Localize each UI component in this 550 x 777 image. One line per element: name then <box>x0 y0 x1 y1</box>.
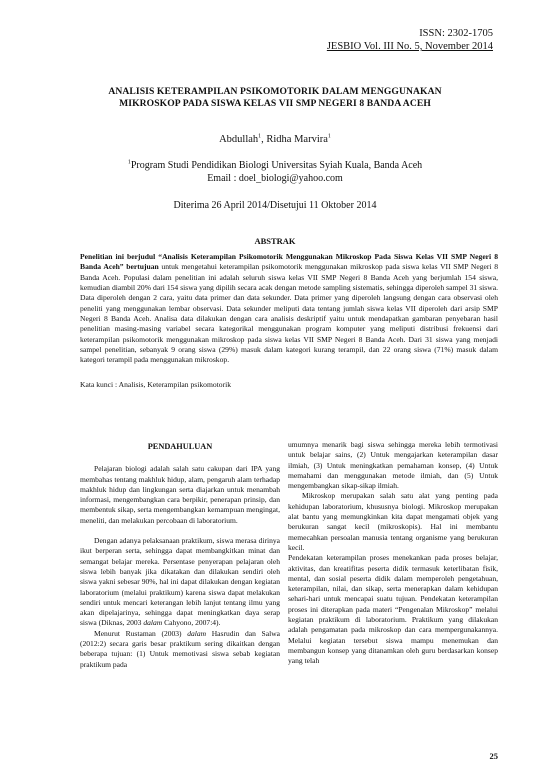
paragraph-text: Menurut Rustaman (2003) <box>94 628 188 638</box>
author-1: Abdullah <box>219 134 259 145</box>
paragraph <box>80 536 280 629</box>
paragraph: Pendekatan keterampilan proses menekankan pada proses belajar, aktivitas, dan kreatifitas peserta didik termasuk keterlibatan fisik, mental, dan sosial peserta didik dalam memperoleh pengetahuan, keterampilan, nilai, dan sikap, serta menerapkan dalam kehidupan sehari-hari untuk mencapai suatu tujuan. Pendekatan keterampilan proses ini diterapkan pada materi “Pengenalan Mikroskop” melalui kegiatan praktikum di laboratorium. Praktikum yang dilakukan adalah pengamatan pada mikroskop dan cara mempergunakannya. Melalui kegiatan tersebut siswa mampu menemukan dan membangun konsep yang ditanamkan oleh guru berdasarkan konsep yang telah <box>288 553 498 666</box>
journal-header <box>327 27 493 53</box>
italic-word: dalam <box>187 628 207 638</box>
paragraph-text: Dengan adanya pelaksanaan praktikum, siswa merasa dirinya ikut berperan serta, sehingga dapat membangkitkan minat dan semangat belajar mereka. Persentase penyerapan pelajaran oleh siswa lebih banyak jika dikatakan dan dilakukan sendiri oleh siswa yakni sebesar 90%, hal ini dapat dilakukan dengan kegiatan laboratorium (melalui praktikum) karena siswa dapat melakukan sendiri untuk mencari keterangan lebih lanjut tentang ilmu yang akan dipelajarinya, sehingga dapat meningkatkan daya serap siswa (Diknas, 2003 <box>80 536 280 628</box>
author-1-affil-mark: 1 <box>258 133 262 140</box>
institution: Program Studi Pendidikan Biologi Universitas Syiah Kuala, Banda Aceh <box>130 160 423 171</box>
paragraph-text: Hasrudin dan Salwa (2012:2) secara garis besar praktikum sering dikaitkan dengan beberapa tujuan: (1) Untuk memotivasi siswa sebab kegiatan praktikum pada <box>80 628 280 669</box>
section-heading: PENDAHULUAN <box>147 442 213 451</box>
author-2: Ridha Marvira <box>266 134 328 145</box>
journal-issue: JESBIO Vol. III No. 5, November 2014 <box>326 41 493 52</box>
abstract-bold-lead: Penelitian ini berjudul “Analisis Keterampilan Psikomotorik Menggunakan Mikroskop Pada Siswa Kelas VII SMP Negeri 8 Banda Aceh” bertujuan <box>80 252 498 272</box>
keywords: Kata kunci : Analisis, Keterampilan psikomotorik <box>80 380 232 389</box>
author-separator: , <box>261 134 267 145</box>
paper-title-line-2: MIKROSKOP PADA SISWA KELAS VII SMP NEGERI 8 BANDA ACEH <box>119 98 431 109</box>
author-2-affil-mark: 1 <box>327 133 331 140</box>
left-column <box>80 442 280 670</box>
page-number: 25 <box>489 751 498 761</box>
paragraph: umumnya menarik bagi siswa sehingga mereka lebih termotivasi untuk belajar sains, (2) Untuk mengajarkan keterampilan dasar ilmiah, (3) Untuk meningkatkan pemahaman konsep, (4) Untuk memahami dan menggunakan metode ilmiah, dan (5) Untuk mengembangkan sikap-sikap ilmiah. <box>288 440 498 491</box>
paragraph <box>80 629 280 670</box>
abstract-text: untuk mengetahui keterampilan psikomotorik menggunakan mikroskop pada siswa kelas VII SMP Negeri 8 Banda Aceh. Populasi dalam penelitian ini adalah seluruh siswa kelas VII SMP Negeri 8 Banda Aceh yang berjumlah 154 siswa, kemudian diambil 20% dari 154 siswa yang dipilih secara acak dengan metode sampling sistematis, sehingga diperoleh sampel 31 siswa. Data diperoleh dengan 2 cara, yaitu data primer dan data sekunder. Data primer yang diperoleh langsung dengan cara observasi oleh peneliti yang menggunakan lembar observasi. Data sekunder meliputi data tentang jumlah siswa kelas VII diperoleh dari arsip SMP Negeri 8 Banda Aceh. Analisa data dilakukan dengan cara analisis deskriptif yaitu untuk mendapatkan gambaran penyebaran hasil penelitian masing-masing variabel secara kategorikal menggunakan program komputer yang meliputi distribusi frekuensi dari keterampilan psikomotorik menggunakan mikroskop pada siswa kelas VII SMP Negeri 8 Banda Aceh. Dari 31 siswa yang menjadi sampel penelitian, sebanyak 9 orang siswa (29%) masuk dalam kategori kurang terampil, dan 22 orang siswa (71%) masuk dalam kategori terampil pada menggunakan mikroskop. <box>80 262 498 365</box>
paragraph: Mikroskop merupakan salah satu alat yang penting pada kehidupan laboratorium, khususnya biologi. Mikroskop merupakan alat bantu yang memungkinkan kita dapat mengamati objek yang berukuran sangat kecil (mikroskopis). Hal ini membantu memecahkan persoalan manusia tentang organisme yang berukuran kecil. <box>288 491 498 552</box>
paper-title-line-1: ANALISIS KETERAMPILAN PSIKOMOTORIK DALAM MENGGUNAKAN <box>108 86 442 97</box>
affiliation-mark: 1 <box>127 159 131 166</box>
right-column <box>288 440 498 667</box>
email: Email : doel_biologi@yahoo.com <box>207 172 343 184</box>
author-list <box>60 133 490 146</box>
paragraph: Pelajaran biologi adalah salah satu cakupan dari IPA yang membahas tentang makhluk hidup, alam, pengaruh alam terhadap makhluk hidup dan lingkungan serta diajarkan untuk menambah informasi, mengembangkan cara berpikir, penerapan prinsip, dan membentuk sikap, serta mengembangkan kemampuan mengingat, meneliti, dan melakukan percobaan di laboratorium. <box>80 464 280 525</box>
italic-word: dalam <box>143 618 163 628</box>
abstract-body <box>80 252 498 366</box>
received-accepted-dates: Diterima 26 April 2014/Disetujui 11 Oktober 2014 <box>173 200 377 211</box>
affiliation-line <box>60 160 490 173</box>
paragraph-text: Cahyono, 2007:4). <box>162 618 221 628</box>
paper-title <box>60 86 490 110</box>
issn: ISSN: 2302-1705 <box>419 28 493 39</box>
affiliation <box>60 160 490 185</box>
abstract-heading: ABSTRAK <box>254 236 296 246</box>
